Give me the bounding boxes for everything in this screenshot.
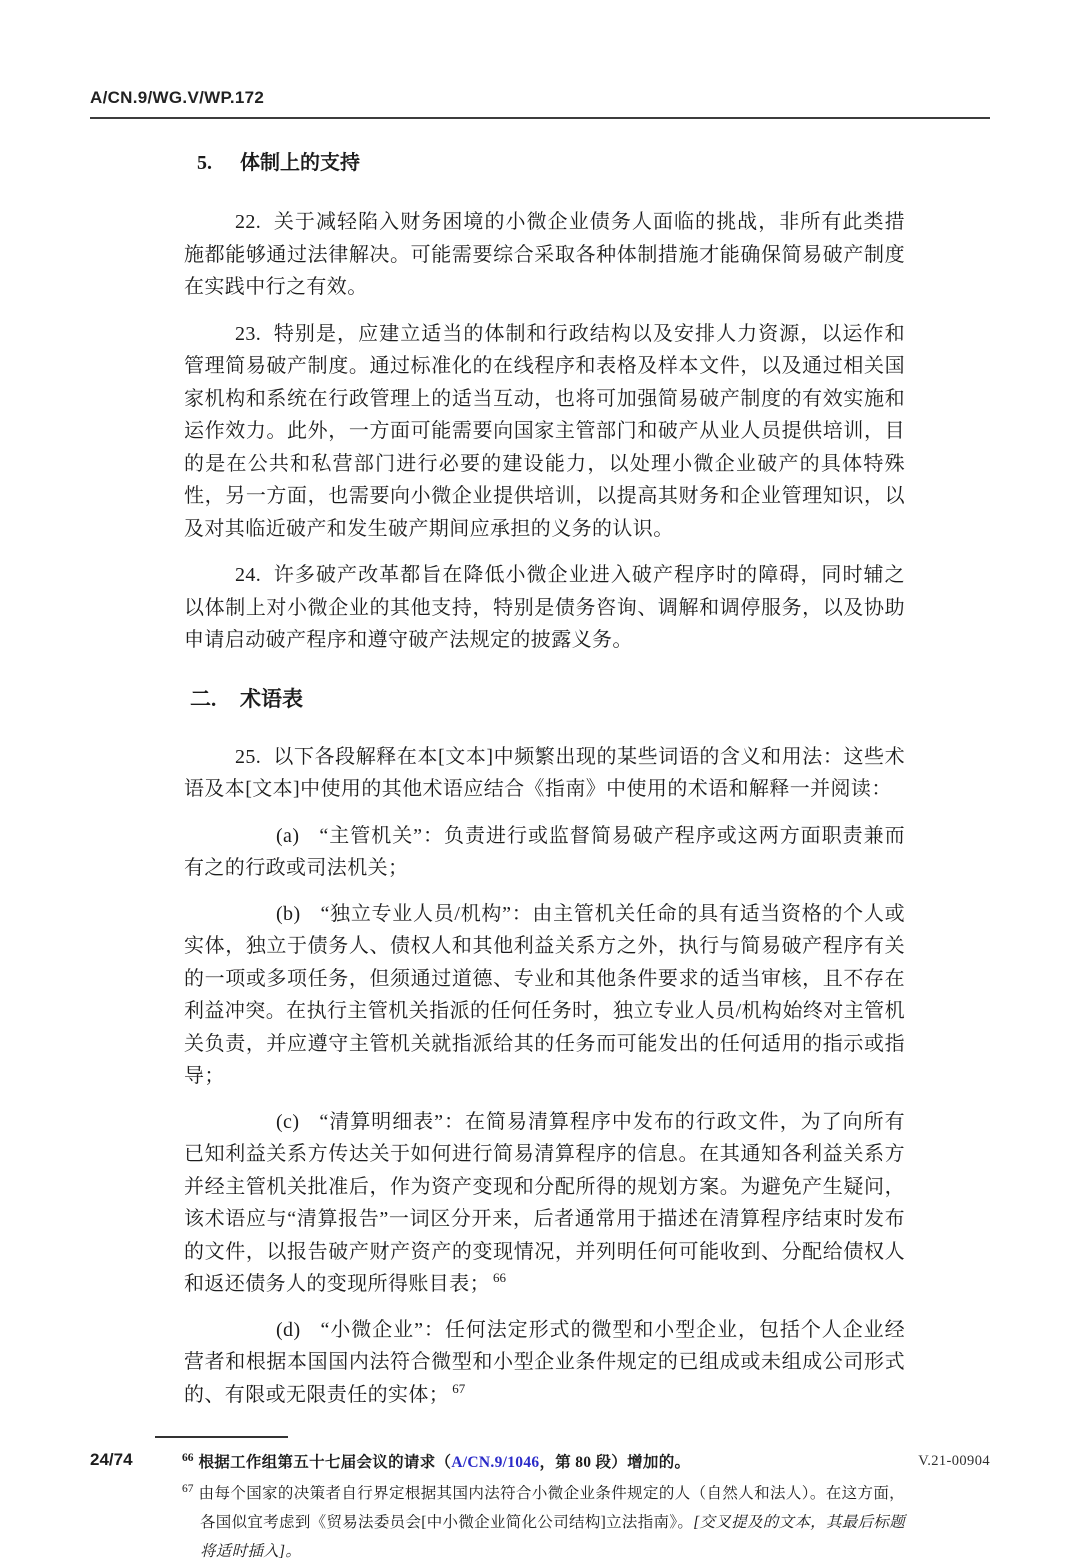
item-label: (c) <box>276 1110 300 1133</box>
header-rule <box>90 117 990 119</box>
item-text: “主管机关”：负责进行或监督简易破产程序或这两方面职责兼而有之的行政或司法机关； <box>184 824 905 879</box>
glossary-item-d <box>184 1314 905 1412</box>
paragraph-text: 以下各段解释在本[文本]中频繁出现的某些词语的含义和用法：这些术语及本[文本]中使用的其他术语应结合《指南》中使用的术语和解释一并阅读： <box>184 745 905 800</box>
footnote-bracketed-note: [交叉提及的文本，其最后标题将适时插入]。 <box>200 1514 906 1560</box>
paragraph-number: 22. <box>235 211 262 233</box>
paragraph-25 <box>184 741 905 806</box>
section-title: 术语表 <box>240 686 303 711</box>
paragraph-23 <box>184 318 905 546</box>
item-label: (d) <box>276 1318 301 1341</box>
glossary-item-a <box>184 820 905 885</box>
page-number: 24/74 <box>90 1450 133 1469</box>
paragraph-number: 25. <box>235 745 262 768</box>
paragraph-text: 许多破产改革都旨在降低小微企业进入破产程序时的障碍，同时辅之以体制上对小微企业的其他支持，特别是债务咨询、调解和调停服务，以及协助申请启动破产程序和遵守破产法规定的披露义务。 <box>184 564 905 651</box>
doc-number: V.21-00904 <box>918 1453 990 1469</box>
footnote-separator-rule <box>155 1436 288 1438</box>
footnote-text: 由每个国家的决策者自行界定根据其国内法符合小微企业条件规定的人（自然人和法人）。在这方面，各国似宜考虑到《贸易法委员会[中小微企业简化公司结构]立法指南》。 <box>198 1485 905 1531</box>
section-heading-glossary <box>190 683 905 713</box>
document-link-acn9-1046[interactable]: A/CN.9/1046 <box>451 1454 540 1471</box>
doc-symbol: A/CN.9/WG.V/WP.172 <box>90 88 265 107</box>
footnote-number: 66 <box>182 1451 194 1464</box>
paragraph-22 <box>184 206 905 304</box>
item-label: (a) <box>276 824 300 847</box>
paragraph-number: 23. <box>235 322 262 345</box>
section-number: 二. <box>190 686 217 711</box>
paragraph-24 <box>184 559 905 657</box>
section-title: 体制上的支持 <box>240 152 360 174</box>
paragraph-number: 24. <box>235 564 262 586</box>
section-heading-institutional-support <box>197 146 905 175</box>
footnote-reference-67: 67 <box>452 1380 466 1396</box>
glossary-item-c <box>184 1106 905 1301</box>
paragraph-text: 特别是，应建立适当的体制和行政结构以及安排人力资源，以运作和管理简易破产制度。通过标准化的在线程序和表格及样本文件，以及通过相关国家机构和系统在行政管理上的适当互动，也将可加强简易破产制度的有效实施和运作效力。此外，一方面可能需要向国家主管部门和破产从业人员提供培训，目的是在公共和私营部门进行必要的建设能力，以处理小微企业破产的具体特殊性，另一方面，也需要向小微企业提供培训，以提高其财务和企业管理知识，以及对其临近破产和发生破产期间应承担的义务的认识。 <box>184 322 905 540</box>
page-header <box>90 88 990 119</box>
item-text: “清算明细表”：在简易清算程序中发布的行政文件，为了向所有已知利益关系方传达关于如何进行简易清算程序的信息。在其通知各利益关系方并经主管机关批准后，作为资产变现和分配所得的规划方案。为避免产生疑问，该术语应与“清算报告”一词区分开来，后者通常用于描述在清算程序结束时发布的文件，以报告破产财产资产的变现情况，并列明任何可能收到、分配给债权人和返还债务人的变现所得账目表； <box>184 1110 905 1295</box>
section-number: 5. <box>197 152 212 174</box>
item-text: “独立专业人员/机构”：由主管机关任命的具有适当资格的个人或实体，独立于债务人、债权人和其他利益关系方之外，执行与简易破产程序有关的一项或多项任务，但须通过道德、专业和其他条件要求的适当审核，且不存在利益冲突。在执行主管机关指派的任何任务时，独立专业人员/机构始终对主管机关负责，并应遵守主管机关就指派给其的任务而可能发出的任何适用的指示或指导； <box>184 902 905 1087</box>
footnote-text: 根据工作组第五十七届会议的请求（ <box>198 1454 452 1471</box>
document-body <box>184 146 905 1566</box>
item-text: “小微企业”：任何法定形式的微型和小型企业，包括个人企业经营者和根据本国国内法符合微型和小型企业条件规定的已组成或未组成公司形式的、有限或无限责任的实体； <box>184 1318 905 1406</box>
footnote-text: ，第 80 段）增加的。 <box>539 1454 691 1471</box>
paragraph-text: 关于减轻陷入财务困境的小微企业债务人面临的挑战，非所有此类措施都能够通过法律解决。可能需要综合采取各种体制措施才能确保简易破产制度在实践中行之有效。 <box>184 211 905 298</box>
footnote-number: 67 <box>182 1482 194 1495</box>
page-footer <box>90 1450 990 1470</box>
item-label: (b) <box>276 902 301 925</box>
glossary-item-b <box>184 898 905 1093</box>
footnote-67 <box>155 1479 905 1566</box>
footnote-reference-66: 66 <box>493 1270 506 1286</box>
